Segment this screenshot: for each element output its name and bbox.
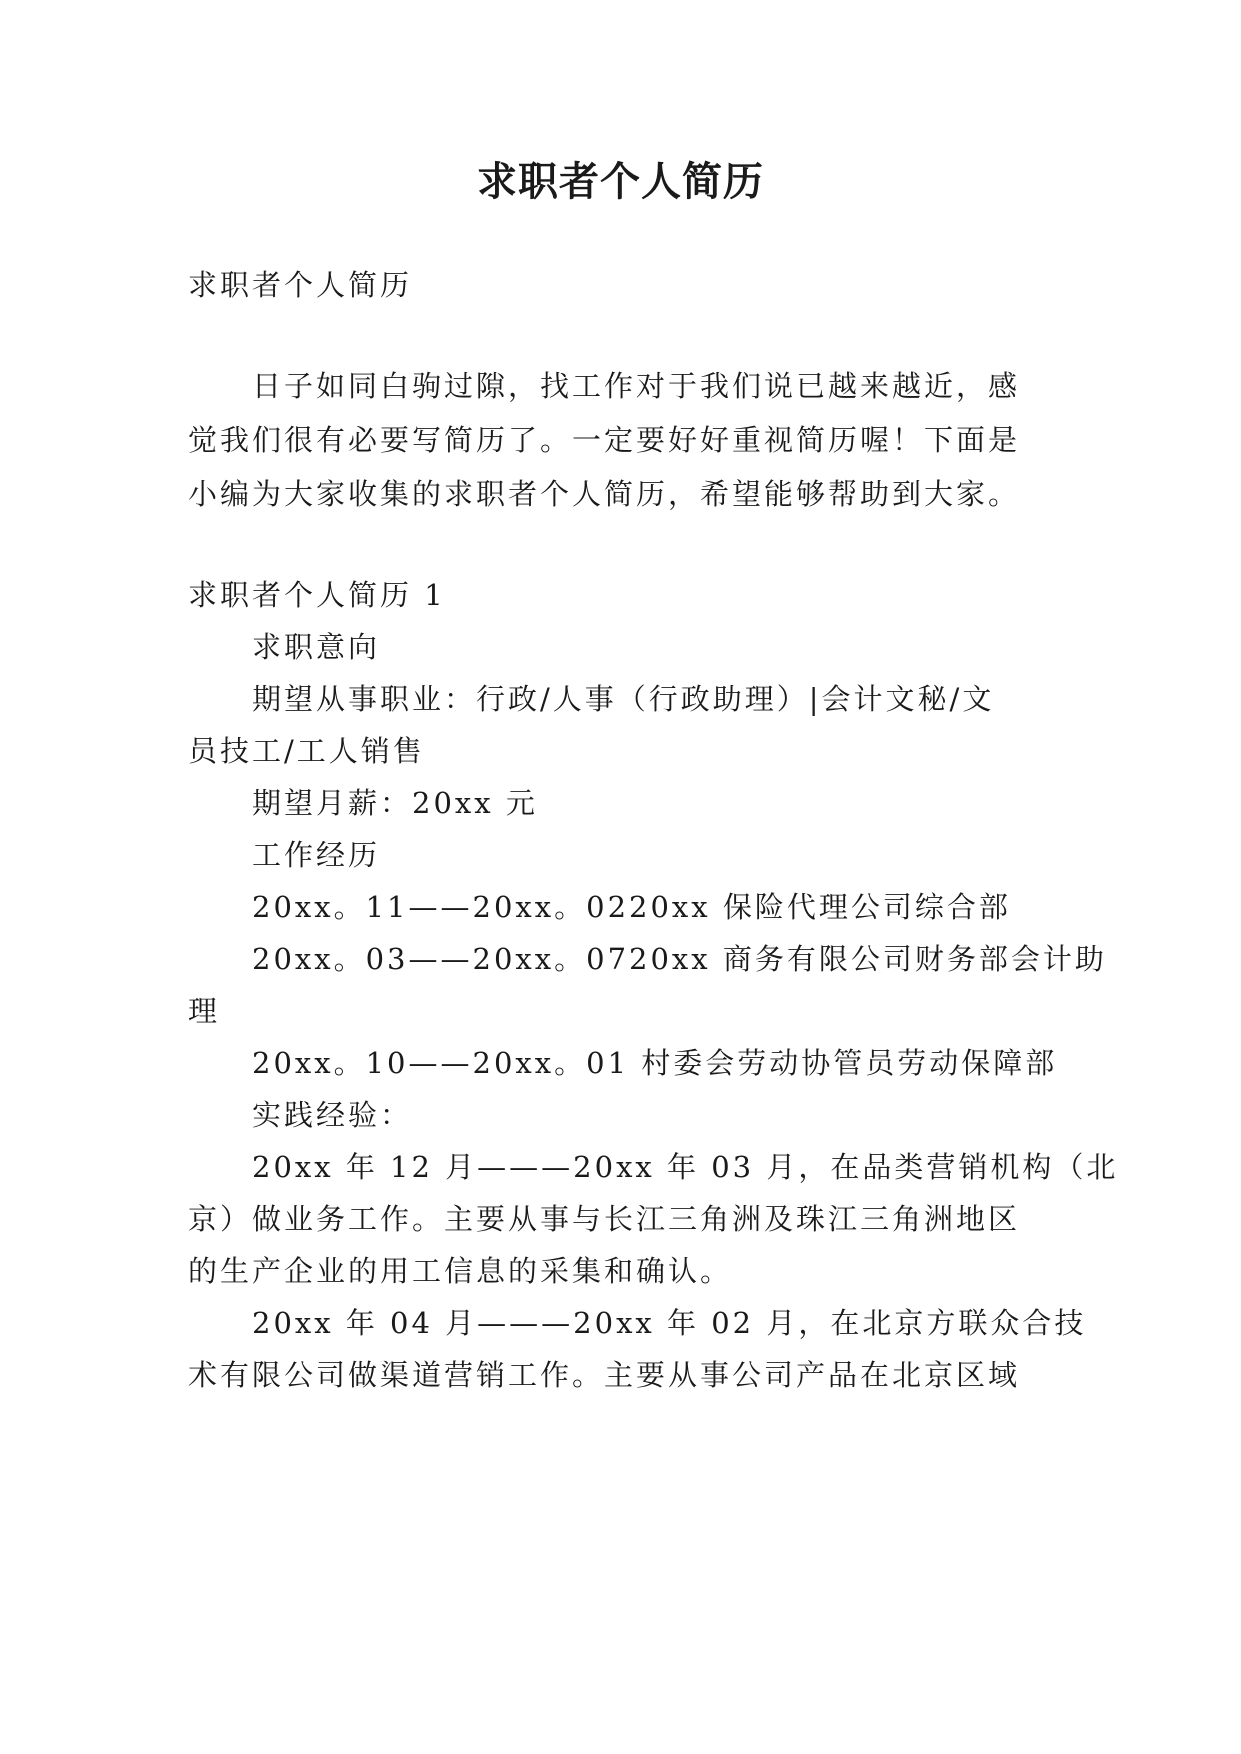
content-line: 理 — [188, 994, 221, 1028]
content-line: 期望从事职业：行政/人事（行政助理）|会计文秘/文 — [252, 682, 995, 716]
content-line: 实践经验： — [252, 1098, 413, 1132]
content-line: 术有限公司做渠道营销工作。主要从事公司产品在北京区域 — [188, 1358, 1021, 1392]
content-line: 20xx。10——20xx。01 村委会劳动协管员劳动保障部 — [252, 1046, 1058, 1080]
document-subtitle: 求职者个人简历 — [188, 268, 413, 302]
content-line: 20xx 年 12 月———20xx 年 03 月，在品类营销机构（北 — [252, 1150, 1119, 1184]
content-line: 求职意向 — [252, 630, 381, 664]
content-line: 的生产企业的用工信息的采集和确认。 — [188, 1254, 733, 1288]
content-line: 员技工/工人销售 — [188, 734, 425, 768]
section-heading: 求职者个人简历 1 — [188, 578, 446, 612]
content-line: 20xx。11——20xx。0220xx 保险代理公司综合部 — [252, 890, 1011, 924]
content-line: 期望月薪：20xx 元 — [252, 786, 538, 820]
intro-line-1: 日子如同白驹过隙，找工作对于我们说已越来越近，感 — [252, 369, 1021, 403]
content-line: 20xx 年 04 月———20xx 年 02 月，在北京方联众合技 — [252, 1306, 1087, 1340]
content-line: 工作经历 — [252, 838, 381, 872]
intro-line-3: 小编为大家收集的求职者个人简历，希望能够帮助到大家。 — [188, 477, 1021, 511]
intro-line-2: 觉我们很有必要写简历了。一定要好好重视简历喔！下面是 — [188, 423, 1021, 457]
content-line: 京）做业务工作。主要从事与长江三角洲及珠江三角洲地区 — [188, 1202, 1021, 1236]
content-line: 20xx。03——20xx。0720xx 商务有限公司财务部会计助 — [252, 942, 1107, 976]
document-title: 求职者个人简历 — [477, 158, 764, 205]
